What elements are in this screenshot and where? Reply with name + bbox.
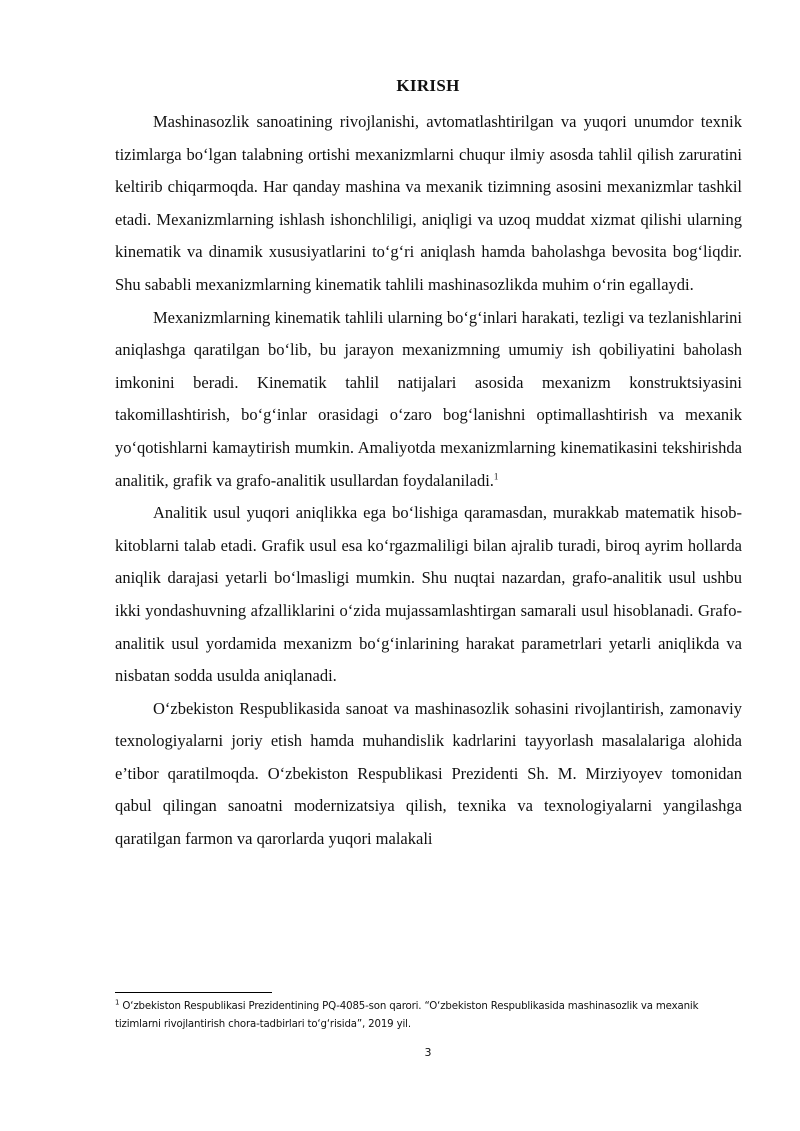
- paragraph-1: Mashinasozlik sanoatining rivojlanishi, avtomatlashtirilgan va yuqori unumdor texnik tizimlarga bo‘lgan talabning ortishi mexanizmlarni chuqur ilmiy asosda tahlil qilish zaruratini keltirib chiqarmoqda. Har qanday mashina va mexanik tizimning asosini mexanizmlar tashkil etadi. Mexanizmlarning ishlash ishonchliligi, aniqligi va uzoq muddat xizmat qilishi ularning kinematik va dinamik xususiyatlarini to‘g‘ri aniqlash hamda baholashga bevosita bog‘liqdir. Shu sababli mexanizmlarning kinematik tahlili mashinasozlikda muhim o‘rin egallaydi.: [115, 112, 742, 294]
- footnote-marker: 1: [115, 998, 120, 1007]
- paragraph-2: [115, 302, 742, 498]
- section-heading: KIRISH: [396, 76, 460, 95]
- paragraph-2-text: Mexanizmlarning kinematik tahlili ularning bo‘g‘inlari harakati, tezligi va tezlanishlarini aniqlashga qaratilgan bo‘lib, bu jarayon mexanizmning umumiy ish qobiliyatini baholash imkonini beradi. Kinematik tahlil natijalari asosida mexanizm konstruktsiyasini takomillashtirish, bo‘g‘inlar orasidagi o‘zaro bog‘lanishni optimallashtirish va mexanik yo‘qotishlarni kamaytirish mumkin. Amaliyotda mexanizmlarning kinematikasini tekshirishda analitik, grafik va grafo-analitik usullardan foydalaniladi.: [115, 307, 742, 490]
- footnote-separator: [115, 992, 272, 993]
- footnote: [115, 998, 742, 1033]
- body-text: [115, 106, 742, 856]
- paragraph-4: O‘zbekiston Respublikasida sanoat va mashinasozlik sohasini rivojlantirish, zamonaviy texnologiyalarni joriy etish hamda muhandislik kadrlarini tayyorlash masalalariga alohida e’tibor qaratilmoqda. O‘zbekiston Respublikasi Prezidenti Sh. M. Mirziyoyev tomonidan qabul qilingan sanoatni modernizatsiya qilish, texnika va texnologiyalarni yangilashga qaratilgan farmon va qarorlarda yuqori malakali: [115, 698, 742, 849]
- page-number: 3: [424, 1046, 432, 1059]
- footnote-text: O‘zbekiston Respublikasi Prezidentining PQ-4085-son qarori. “O‘zbekiston Respublikasida mashinasozlik va mexanik tizimlarni rivojlantirish chora-tadbirlari to‘g‘risida”, 2019 yil.: [115, 1001, 699, 1030]
- paragraph-3: Analitik usul yuqori aniqlikka ega bo‘lishiga qaramasdan, murakkab matematik hisob-kitoblarni talab etadi. Grafik usul esa ko‘rgazmaliligi bilan ajralib turadi, biroq ayrim hollarda aniqlik darajasi yetarli bo‘lmasligi mumkin. Shu nuqtai nazardan, grafo-analitik usul ushbu ikki yondashuvning afzalliklarini o‘zida mujassamlashtirgan samarali usul hisoblanadi. Grafo-analitik usul yordamida mexanizm bo‘g‘inlarining harakat parametrlari yetarli aniqlikda va nisbatan sodda usulda aniqlanadi.: [115, 503, 742, 686]
- footnote-reference[interactable]: 1: [493, 471, 499, 482]
